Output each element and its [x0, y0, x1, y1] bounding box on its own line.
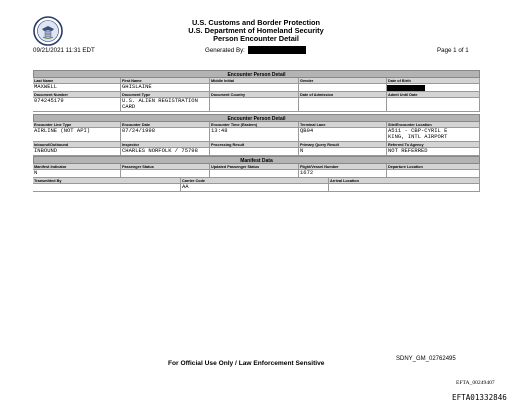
label-processing-result: Processing Result — [210, 142, 299, 148]
person-table — [33, 78, 480, 112]
value-updated-passenger-status — [210, 170, 299, 178]
label-referred-to-agency: Referred To Agency — [387, 142, 480, 148]
value-document-number: 074245179 — [33, 98, 121, 112]
encounter-table — [33, 122, 480, 156]
label-document-number: Document Number — [33, 92, 121, 98]
value-passenger-status — [121, 170, 210, 178]
label-document-country: Document Country — [210, 92, 299, 98]
label-inbound-outbound: Inbound/Outbound — [33, 142, 121, 148]
value-transmitted-by — [33, 184, 181, 192]
label-carrier-code: Carrier Code — [181, 178, 329, 184]
label-encounter-time: Encounter Time (Eastern) — [210, 122, 299, 128]
value-inbound-outbound: INBOUND — [33, 148, 121, 156]
redaction-box — [248, 46, 306, 54]
value-date-of-admission — [299, 98, 387, 112]
value-encounter-date: 07/24/1998 — [121, 128, 210, 142]
value-document-country — [210, 98, 299, 112]
generated-by-label: Generated By: — [205, 47, 245, 54]
label-terminal-lane: Terminal Lane — [299, 122, 387, 128]
report-title: Person Encounter Detail — [213, 34, 299, 43]
manifest-table-2 — [33, 178, 480, 192]
value-arrival-location — [329, 184, 480, 192]
value-carrier-code: AA — [181, 184, 329, 192]
value-last-name: MAXWELL — [33, 84, 121, 92]
value-admit-until-date — [387, 98, 480, 112]
value-middle-initial — [210, 84, 299, 92]
value-terminal-lane: QB04 — [299, 128, 387, 142]
label-first-name: First Name — [121, 78, 210, 84]
value-date-of-birth — [387, 84, 480, 92]
value-flight-vessel-number: 1672 — [299, 170, 387, 178]
label-admit-until-date: Admit Until Date — [387, 92, 480, 98]
label-encounter-line-type: Encounter Line Type — [33, 122, 121, 128]
bates-stamp-sdny: SDNY_GM_02762495 — [396, 356, 456, 362]
value-first-name: GHISLAINE — [121, 84, 210, 92]
value-encounter-time: 13:48 — [210, 128, 299, 142]
label-transmitted-by: Transmitted By — [33, 178, 181, 184]
bates-stamp-efta: EFTA01332846 — [452, 393, 507, 402]
label-last-name: Last Name — [33, 78, 121, 84]
value-referred-to-agency: NOT REFERRED — [387, 148, 480, 156]
official-use-notice: For Official Use Only / Law Enforcement Sensitive — [168, 360, 325, 367]
section-encounter-detail: Encounter Person Detail — [33, 114, 480, 122]
section-encounter-person-detail: Encounter Person Detail — [33, 70, 480, 78]
label-document-type: Document Type — [121, 92, 210, 98]
label-primary-query-result: Primary Query Result — [299, 142, 387, 148]
department-title: U.S. Department of Homeland Security — [188, 26, 324, 35]
label-departure-location: Departure Location — [387, 164, 480, 170]
page-indicator: Page 1 of 1 — [437, 47, 469, 54]
value-gender — [299, 84, 387, 92]
value-departure-location — [387, 170, 480, 178]
value-encounter-line-type: AIRLINE (NOT API) — [33, 128, 121, 142]
dob-redaction-box — [387, 85, 425, 91]
agency-title: U.S. Customs and Border Protection — [191, 18, 321, 27]
report-datetime: 09/21/2021 11:31 EDT — [33, 47, 95, 54]
label-manifest-indicator: Manifest Indicator — [33, 164, 121, 170]
section-manifest-data: Manifest Data — [33, 156, 480, 164]
bates-stamp-efta-small: EFTA_00249407 — [456, 380, 495, 386]
label-arrival-location: Arrival Location — [329, 178, 480, 184]
label-date-of-birth: Date of Birth — [387, 78, 480, 84]
label-passenger-status: Passenger Status — [121, 164, 210, 170]
value-processing-result — [210, 148, 299, 156]
label-gender: Gender — [299, 78, 387, 84]
label-flight-vessel-number: Flight/Vessel Number — [299, 164, 387, 170]
manifest-table — [33, 164, 480, 178]
value-document-type: U.S. ALIEN REGISTRATION CARD — [121, 98, 210, 112]
label-inspector: Inspector — [121, 142, 210, 148]
label-encounter-date: Encounter Date — [121, 122, 210, 128]
value-primary-query-result: N — [299, 148, 387, 156]
value-site-location: A511 - CBP-CYRIL E KING, INTL AIRPORT — [387, 128, 480, 142]
label-updated-passenger-status: Updated Passenger Status — [210, 164, 299, 170]
value-manifest-indicator: N — [33, 170, 121, 178]
label-date-of-admission: Date of Admission — [299, 92, 387, 98]
label-site-location: Site/Encounter Location — [387, 122, 480, 128]
label-middle-initial: Middle Initial — [210, 78, 299, 84]
value-inspector: CHARLES NORFOLK / 75798 — [121, 148, 210, 156]
